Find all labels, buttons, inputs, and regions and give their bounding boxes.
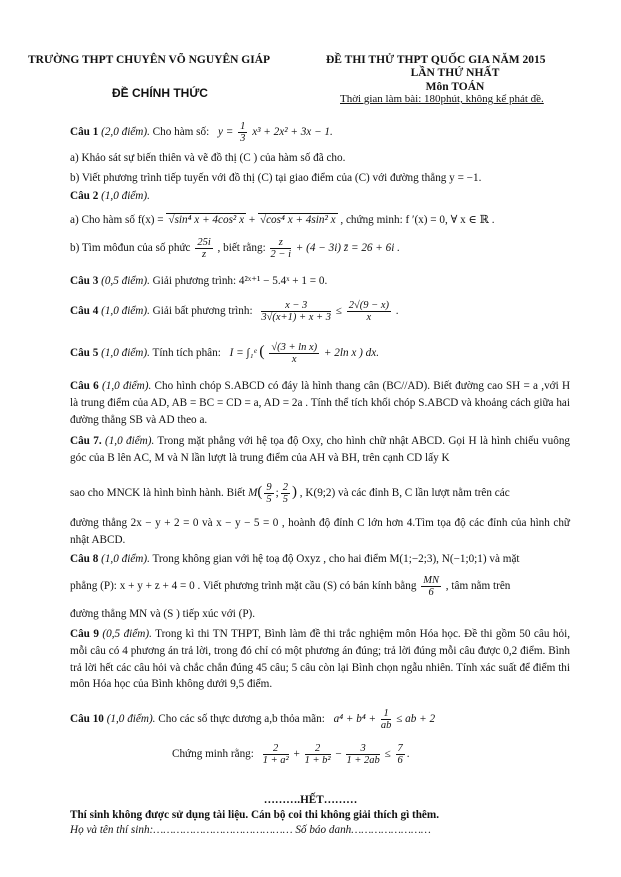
q5-stem: Câu 5 (1,0 điểm). Tính tích phân: I = ∫₁ᵉ ( $\frac{\text{√(3 + ln x)}}{x}$ + 2ln x ) dx. [70,342,380,366]
official-label: ĐỀ CHÍNH THỨC [112,86,208,100]
exam-time: Thời gian làm bài: 180phút, không kể phát đề. [340,93,544,105]
q4-rhs: $\frac{2√(9 - x)}{x}$ [348,300,389,324]
exam-subject: Môn TOÁN [425,81,485,93]
q6-stem: Câu 6 (1,0 điểm). Cho hình chóp S.ABCD có đáy là hình thang cân (BC//AD). Biết đường cao SH = a ,với H là trung điểm của AD, AB = BC = CD = a, AD = 2a . Tính thể tích khối chóp S.ABCD và khoảng cách giữa hai đường thẳng SB và AD theo a. [70,380,571,426]
q1-part-b: b) Viết phương trình tiếp tuyến với đồ thị (C) tại giao điểm của (C) với đường thẳng y = −1. [70,172,482,184]
q7-line3: đường thẳng 2x − y + 2 = 0 và x − y − 5 = 0 , hoành độ đỉnh C lớn hơn 4.Tìm tọa độ các đỉnh của hình chữ nhật ABCD. [70,517,570,546]
candidate-info: Họ và tên thí sinh:…………………………………… Số báo danh…………………… [70,824,431,836]
q10-prove: Chứng minh rằng: $\frac{2}{\text{1 + a²}}$ + $\frac{2}{\text{1 + b²}}$ − $\frac{3}{1 + 2ab}$ ≤ $\frac{7}{6}$ . [172,743,410,767]
q8-frac: $\frac{MN}{6}$ [423,575,439,599]
q9-stem: Câu 9 (0,5 điểm). Trong kì thi TN THPT, Bình làm đề thi trắc nghiệm môn Hóa học. Đề thi gồm 50 câu hỏi, mỗi câu có 4 phương án trả lời, trong đó chỉ có một phương án đúng; trả lời đúng mỗi câu được 0,2 điểm. Bình trả lời hết các câu hỏi và chắc chắn đúng 45 câu; 5 câu còn lại Bình chọn ngẫu nhiên. Tính xác suất để điểm thi môn Hóa học của Bình không dưới 9,5 điểm. [70,628,571,691]
q1-text: Cho hàm số: [152,126,210,139]
q1-frac: $\frac{1}{3}$ [240,121,246,145]
q2-frac1: $\frac{25i}{z}$ [197,237,211,261]
q8-line1: Câu 8 (1,0 điểm). Trong không gian với hệ toạ độ Oxyz , cho hai điểm M(1;−2;3), N(−1;0;1) và mặt [70,553,520,565]
q10-stem: Câu 10 (1,0 điểm). Cho các số thực dương a,b thỏa mãn: a⁴ + b⁴ + $\frac{1}{ab}$ ≤ ab + 2 [70,708,436,732]
q1-label: Câu 1 [70,126,99,139]
q2-sqrt1: √sin⁴ x + 4cos² x [168,214,245,226]
q1-part-a: a) Khảo sát sự biến thiên và vẽ đồ thị (C ) của hàm số đã cho. [70,152,346,164]
q1-points: (2,0 điểm). [101,126,150,139]
q4-lhs: $\frac{x - 3}{3√(x+1) + x + 3}$ [261,300,331,324]
q2-stem: Câu 2 (1,0 điểm). [70,190,150,202]
q2-frac2: $\frac{z}{2 - i}$ [270,237,291,261]
q2-sqrt2: √cos⁴ x + 4sin² x [259,214,336,226]
q7-stem: Câu 7. (1,0 điểm). Trong mặt phẳng với hệ tọa độ Oxy, cho hình chữ nhật ABCD. Gọi H là hình chiếu vuông góc của B lên AC, M và N lần lượt là trung điểm của AH và BH, trên cạnh CD lấy K [70,435,571,465]
end-marker: ……….HẾT……… [263,794,358,806]
q5-integral: I = ∫₁ᵉ [229,347,257,360]
q7-line2: sao cho MNCK là hình bình hành. Biết M( $\frac{9}{5}$ ; $\frac{2}{5}$ ) , K(9;2) và các đỉnh B, C lần lượt nằm trên các [70,482,510,506]
q8-line3: đường thẳng MN và (S ) tiếp xúc với (P). [70,608,256,620]
q3-stem: Câu 3 (0,5 điểm). Giải phương trình: 4²ˣ⁺¹ − 5.4ˣ + 1 = 0. [70,275,328,287]
q1-func-rhs: x³ + 2x² + 3x − 1. [252,126,333,139]
q8-line2: phẳng (P): x + y + z + 4 = 0 . Viết phương trình mặt cầu (S) có bán kính bằng $\frac{MN}{6}$ , tâm nằm trên [70,575,511,599]
q2-part-b: b) Tìm môđun của số phức $\frac{25i}{z}$ , biết rằng: $\frac{z}{2 - i}$ + (4 − 3i) z̄ = 26 + 6i . [70,237,400,261]
exam-note: Thí sinh không được sử dụng tài liệu. Cán bộ coi thi không giải thích gì thêm. [70,809,440,821]
q5-frac: $\frac{\text{√(3 + ln x)}}{x}$ [271,342,318,366]
q10-cond-frac: $\frac{1}{ab}$ [380,708,392,732]
q2-part-a: a) Cho hàm số f(x) = √sin⁴ x + 4cos² x + √cos⁴ x + 4sin² x , chứng minh: f ′(x) = 0, ∀ x ∈ ℝ . [70,214,495,226]
exam-round: LẦN THỨ NHẤT [410,67,500,79]
q1-stem [70,121,570,144]
exam-title: ĐỀ THI THỬ THPT QUỐC GIA NĂM 2015 [326,54,546,66]
q1-func-lhs: y = [218,126,234,139]
q4-stem: Câu 4 (1,0 điểm). Giải bất phương trình: $\frac{x - 3}{3√(x+1) + x + 3}$ ≤ $\frac{2√(9 - x)}{x}$ . [70,300,399,324]
school-name: TRƯỜNG THPT CHUYÊN VÕ NGUYÊN GIÁP [28,54,271,66]
